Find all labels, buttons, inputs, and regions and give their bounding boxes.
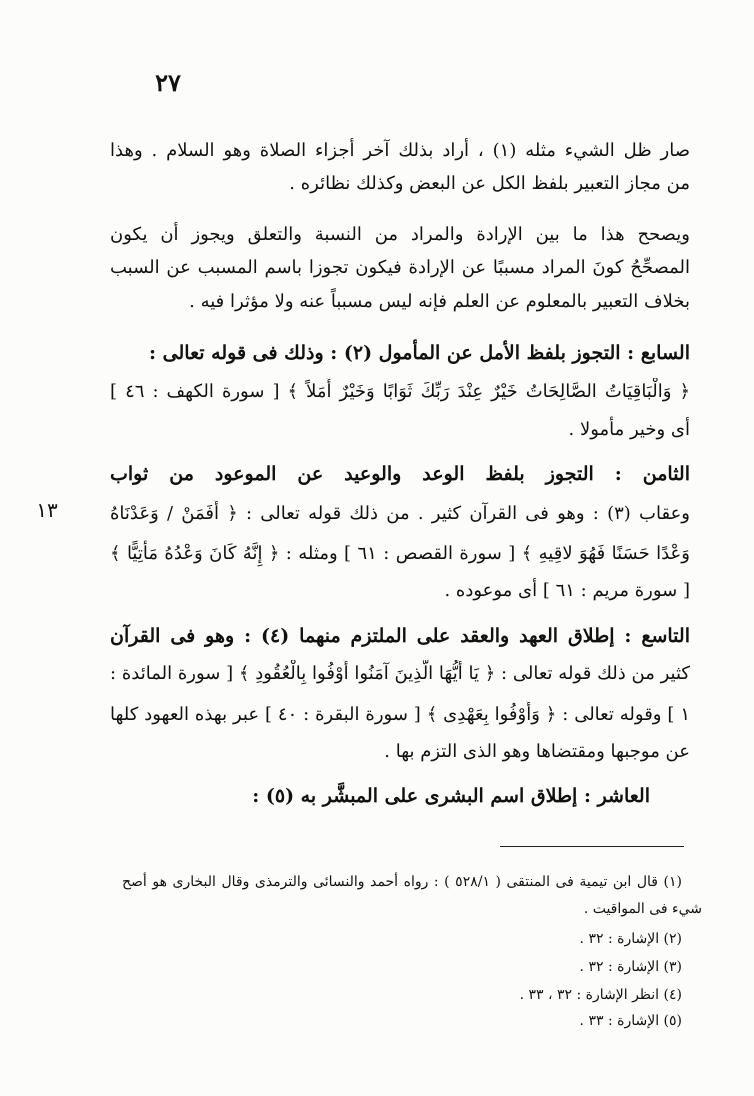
text-line-14: كثير من ذلك قوله تعالى : ﴿ يَا أَيُّهَا الَّذِينَ آمَنُوا أَوْفُوا بِالْعُقُودِ ﴾ [ سورة المائدة : bbox=[110, 663, 690, 684]
heading-seventh: السابع : التجوز بلفظ الأمل عن المأمول (٢) : وذلك فى قوله تعالى : bbox=[149, 342, 690, 364]
text-line-11: وَعْدًا حَسَنًا فَهُوَ لاقِيهِ ﴾ [ سورة القصص : ٦١ ] ومثله : ﴿ إِنَّهُ كَانَ وَعْدُهُ مَأْتِيًّا ﴾ bbox=[110, 543, 690, 564]
heading-tenth: العاشر : إطلاق اسم البشرى على المبشَّر به (٥) : bbox=[252, 785, 650, 807]
text-line-1: صار ظل الشيء مثله (١) ، أراد بذلك آخر أجزاء الصلاة وهو السلام . وهذا bbox=[110, 140, 690, 161]
text-line-2: من مجاز التعبير بلفظ الكل عن البعض وكذلك نظائره . bbox=[289, 173, 690, 194]
text-line-5: بخلاف التعبير بالمعلوم عن العلم فإنه ليس مسبباً عنه ولا مؤثرا فيه . bbox=[189, 291, 690, 312]
footnote-2: (٢) الإشارة : ٣٢ . bbox=[579, 931, 682, 947]
text-line-15: ١ ] وقوله تعالى : ﴿ وَأَوْفُوا بِعَهْدِى ﴾ [ سورة البقرة : ٤٠ ] عبر بهذه العهود كلها bbox=[110, 704, 690, 725]
text-line-12: [ سورة مريم : ٦١ ] أى موعوده . bbox=[444, 580, 690, 601]
heading-eighth: الثامن : التجوز بلفظ الوعد والوعيد عن الموعود من ثواب bbox=[110, 463, 690, 485]
text-line-16: عن موجبها ومقتضاها وهو الذى التزم بها . bbox=[384, 741, 690, 762]
footnote-divider bbox=[500, 846, 684, 847]
page-number: ٢٧ bbox=[155, 68, 181, 97]
margin-page-reference: ١٣ bbox=[36, 498, 58, 522]
text-line-4: المصحِّحُ كونَ المراد مسببًا عن الإرادة فيكون تجوزا باسم المسبب عن السبب bbox=[110, 257, 690, 278]
footnote-4: (٤) انظر الإشارة : ٣٢ ، ٣٣ . bbox=[519, 987, 682, 1003]
text-line-10: وعقاب (٣) : وهو فى القرآن كثير . من ذلك قوله تعالى : ﴿ أَفَمَنْ / وَعَدْنَاهُ bbox=[110, 503, 690, 524]
footnote-1-continued: شيء فى المواقيت . bbox=[583, 901, 702, 917]
footnote-5: (٥) الإشارة : ٣٣ . bbox=[579, 1013, 682, 1029]
footnote-1: (١) قال ابن تيمية فى المنتقى ( ٥٢٨/١ ) : رواه أحمد والنسائى والترمذى وقال البخارى هو أصح bbox=[122, 874, 682, 890]
quran-verse-kahf: ﴿ وَالْبَاقِيَاتُ الصَّالِحَاتُ خَيْرٌ عِنْدَ رَبِّكَ ثَوَابًا وَخَيْرٌ أَمَلاً ﴾ [ سورة الكهف : ٤٦ ] bbox=[110, 381, 690, 402]
heading-ninth: التاسع : إطلاق العهد والعقد على الملتزم منهما (٤) : وهو فى القرآن bbox=[110, 625, 690, 647]
text-line-8: أى وخير مأمولا . bbox=[568, 419, 690, 440]
footnote-3: (٣) الإشارة : ٣٢ . bbox=[579, 959, 682, 975]
text-line-3: ويصحح هذا ما بين الإرادة والمراد من النسبة والتعلق ويجوز أن يكون bbox=[110, 224, 690, 245]
